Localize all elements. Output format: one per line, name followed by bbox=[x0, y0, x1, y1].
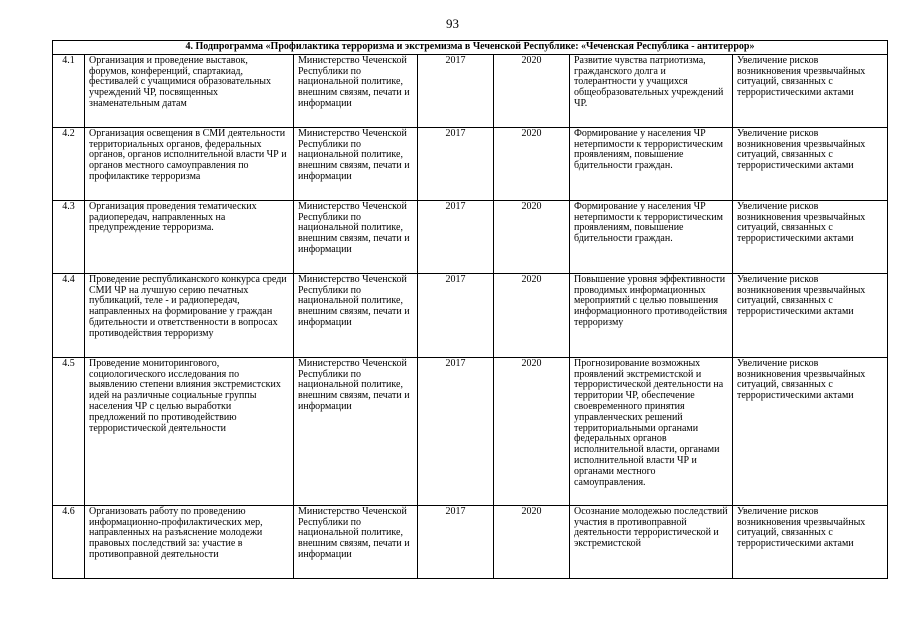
activity-cell: Проведение мониторингового, социологического исследования по выявлению степени влияния экстремистских идей на различные социальные группы населения ЧР с целью выработки предложений по противодействию террористической деятельности bbox=[85, 357, 294, 505]
result-cell: Формирование у населения ЧР нетерпимости к террористическим проявлениям, повышение бдительности граждан. bbox=[570, 127, 733, 200]
table-row bbox=[53, 127, 888, 200]
start-year-cell: 2017 bbox=[418, 127, 494, 200]
end-year-cell: 2020 bbox=[494, 200, 570, 273]
activity-cell: Проведение республиканского конкурса среди СМИ ЧР на лучшую серию печатных публикаций, теле - и радиопередач, направленных на формирование у граждан бдительности и ответственности в вопросах противодействия терроризму bbox=[85, 273, 294, 357]
executor-cell: Министерство Чеченской Республики по национальной политике, внешним связям, печати и информации bbox=[294, 54, 418, 127]
risk-cell: Увеличение рисков возникновения чрезвычайных ситуаций, связанных с террористическими актами bbox=[733, 127, 888, 200]
row-number: 4.3 bbox=[53, 200, 85, 273]
executor-cell: Министерство Чеченской Республики по национальной политике, внешним связям, печати и информации bbox=[294, 127, 418, 200]
start-year-cell: 2017 bbox=[418, 54, 494, 127]
end-year-cell: 2020 bbox=[494, 357, 570, 505]
result-cell: Прогнозирование возможных проявлений экстремистской и террористической деятельности на территории ЧР, обеспечение своевременного принятия управленческих решений территориальными органами федеральных органов исполнительной власти, органами исполнительной власти ЧР и органами местного самоуправления. bbox=[570, 357, 733, 505]
table-row bbox=[53, 54, 888, 127]
program-table bbox=[52, 40, 888, 579]
start-year-cell: 2017 bbox=[418, 200, 494, 273]
end-year-cell: 2020 bbox=[494, 54, 570, 127]
table-row bbox=[53, 273, 888, 357]
start-year-cell: 2017 bbox=[418, 273, 494, 357]
activity-cell: Организация проведения тематических радиопередач, направленных на предупреждение терроризма. bbox=[85, 200, 294, 273]
row-number: 4.1 bbox=[53, 54, 85, 127]
table-row bbox=[53, 200, 888, 273]
activity-cell: Организация освещения в СМИ деятельности территориальных органов, федеральных органов, органов исполнительной власти ЧР и органов местного самоуправления по профилактике терроризма bbox=[85, 127, 294, 200]
result-cell: Повышение уровня эффективности проводимых информационных мероприятий с целью повышения информационного противодействия терроризму bbox=[570, 273, 733, 357]
result-cell: Формирование у населения ЧР нетерпимости к террористическим проявлениям, повышение бдительности граждан. bbox=[570, 200, 733, 273]
end-year-cell: 2020 bbox=[494, 505, 570, 578]
activity-cell: Организовать работу по проведению информационно-профилактических мер, направленных на разъяснение молодежи правовых последствий за: участие в противоправной деятельности bbox=[85, 505, 294, 578]
start-year-cell: 2017 bbox=[418, 505, 494, 578]
executor-cell: Министерство Чеченской Республики по национальной политике, внешним связям, печати и информации bbox=[294, 273, 418, 357]
result-cell: Развитие чувства патриотизма, гражданского долга и толерантности у учащихся общеобразовательных учреждений ЧР. bbox=[570, 54, 733, 127]
table-row bbox=[53, 357, 888, 505]
page-number: 93 bbox=[446, 16, 459, 31]
activity-cell: Организация и проведение выставок, форумов, конференций, спартакиад, фестивалей с учащимися образовательных учреждений ЧР, посвященных знаменательным датам bbox=[85, 54, 294, 127]
row-number: 4.5 bbox=[53, 357, 85, 505]
section-header-row bbox=[53, 41, 888, 55]
executor-cell: Министерство Чеченской Республики по национальной политике, внешним связям, печати и информации bbox=[294, 200, 418, 273]
risk-cell: Увеличение рисков возникновения чрезвычайных ситуаций, связанных с террористическими актами bbox=[733, 54, 888, 127]
risk-cell: Увеличение рисков возникновения чрезвычайных ситуаций, связанных с террористическими актами bbox=[733, 505, 888, 578]
risk-cell: Увеличение рисков возникновения чрезвычайных ситуаций, связанных с террористическими актами bbox=[733, 200, 888, 273]
executor-cell: Министерство Чеченской Республики по национальной политике, внешним связям, печати и информации bbox=[294, 357, 418, 505]
start-year-cell: 2017 bbox=[418, 357, 494, 505]
end-year-cell: 2020 bbox=[494, 273, 570, 357]
result-cell: Осознание молодежью последствий участия в противоправной деятельности террористической и экстремистской bbox=[570, 505, 733, 578]
end-year-cell: 2020 bbox=[494, 127, 570, 200]
risk-cell: Увеличение рисков возникновения чрезвычайных ситуаций, связанных с террористическими актами bbox=[733, 357, 888, 505]
risk-cell: Увеличение рисков возникновения чрезвычайных ситуаций, связанных с террористическими актами bbox=[733, 273, 888, 357]
executor-cell: Министерство Чеченской Республики по национальной политике, внешним связям, печати и информации bbox=[294, 505, 418, 578]
section-title: 4. Подпрограмма «Профилактика терроризма и экстремизма в Чеченской Республике: «Чеченская Республика - антитеррор» bbox=[53, 41, 888, 55]
table-row bbox=[53, 505, 888, 578]
row-number: 4.6 bbox=[53, 505, 85, 578]
row-number: 4.4 bbox=[53, 273, 85, 357]
row-number: 4.2 bbox=[53, 127, 85, 200]
